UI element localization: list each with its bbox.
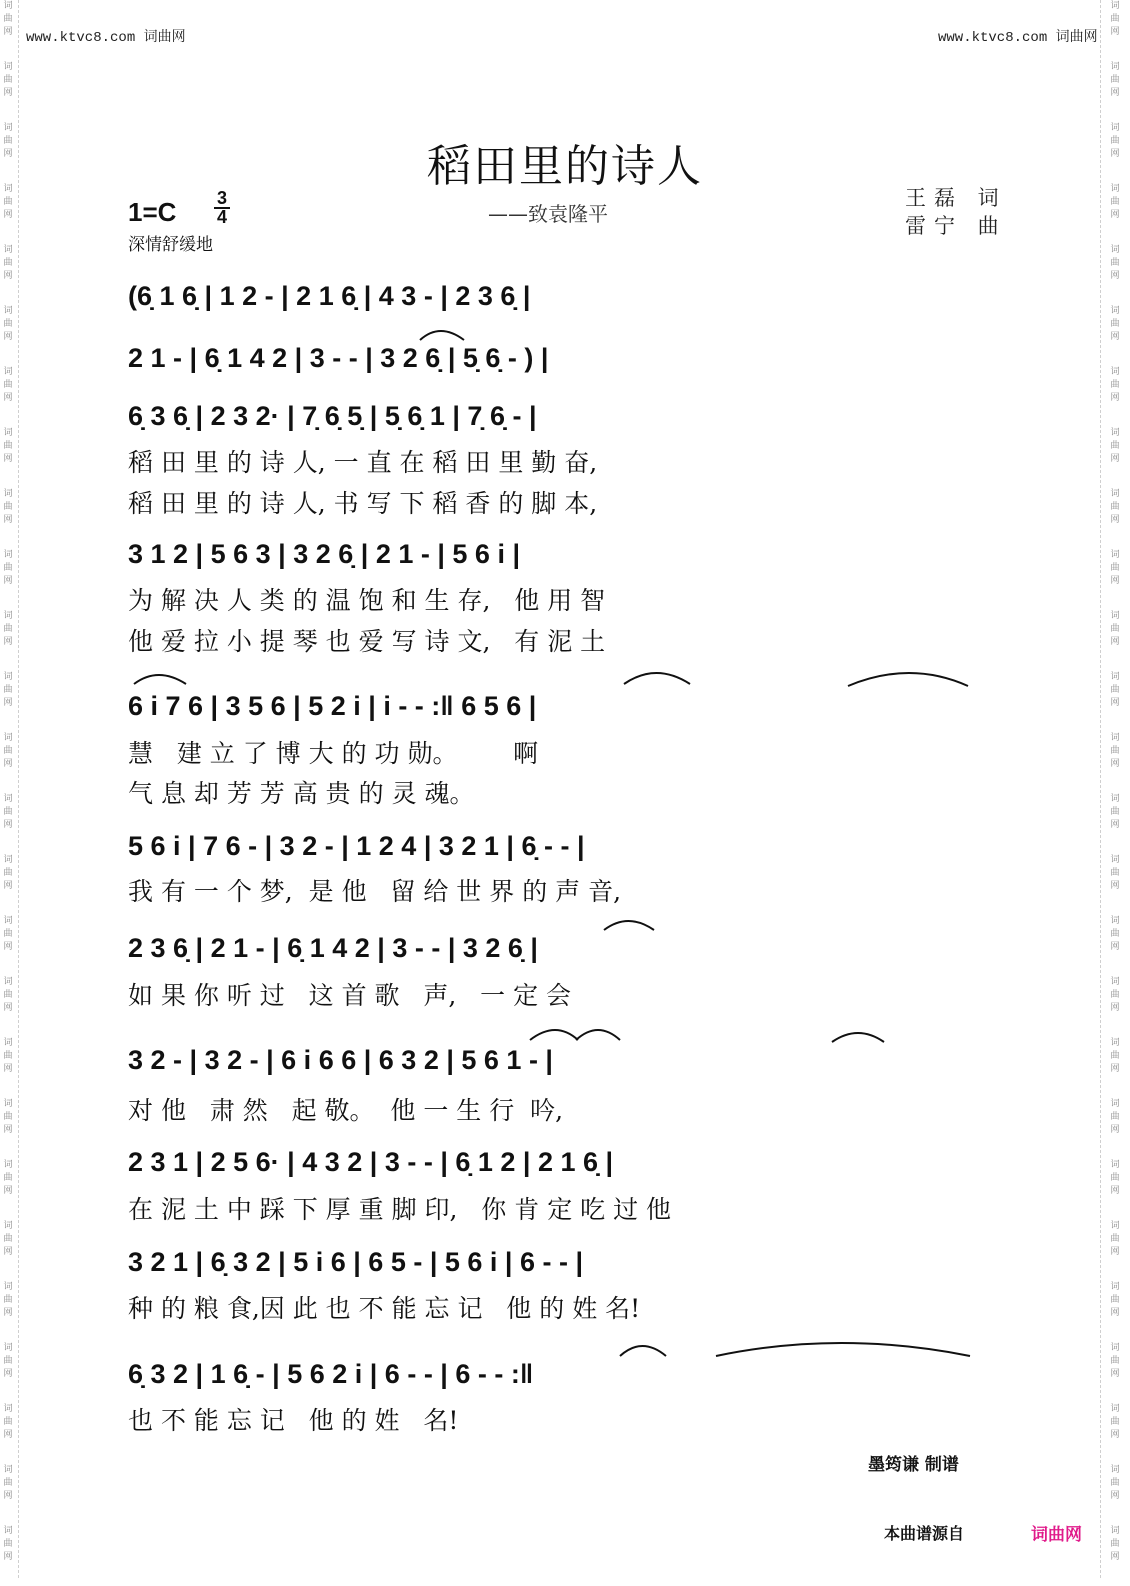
header-left-url[interactable]: www.ktvc8.com 词曲网: [26, 30, 186, 46]
tempo-marking: 深情舒缓地: [128, 235, 213, 255]
lyric-line-5b: 气 息 却 芳 芳 高 贵 的 灵 魂。: [128, 779, 475, 808]
notes-line-11: 6̣ 3 2 | 1 6̣ - | 5 6 2 i | 6 - - | 6 - - :‖: [128, 1358, 534, 1389]
slur-line5-b: [624, 673, 690, 684]
slur-line8-b: [576, 1030, 620, 1040]
lyric-line-8: 对 他 肃 然 起 敬。 他 一 生 行 吟,: [128, 1096, 564, 1125]
source-label: 本曲谱源自: [884, 1524, 965, 1543]
time-signature-top: 3: [216, 188, 227, 208]
song-subtitle: ——致袁隆平: [488, 202, 608, 226]
header-right-url[interactable]: www.ktvc8.com 词曲网: [938, 30, 1098, 46]
composer-credit: 雷宁 曲: [905, 214, 1007, 238]
lyric-line-6: 我 有 一 个 梦, 是 他 留 给 世 界 的 声 音,: [128, 877, 622, 906]
slur-line5-a: [134, 675, 186, 684]
notes-line-1: (6̣ 1 6̣ | 1 2 - | 2 1 6̣ | 4 3 - | 2 3 6̣ |: [128, 280, 531, 311]
lyric-line-3a: 稻 田 里 的 诗 人, 一 直 在 稻 田 里 勤 奋,: [128, 448, 598, 477]
right-margin-line: [1100, 0, 1101, 1578]
source-site-link[interactable]: 词曲网: [1031, 1525, 1082, 1545]
lyricist-credit: 王磊 词: [905, 186, 1007, 210]
slur-line8-a: [530, 1030, 578, 1040]
lyric-line-7: 如 果 你 听 过 这 首 歌 声, 一 定 会: [128, 981, 572, 1010]
notes-line-5: 6 i 7 6 | 3 5 6 | 5 2 i | i - - :‖ 6 5 6 |: [128, 690, 537, 721]
notes-line-3: 6̣ 3 6̣ | 2 3 2· | 7̣ 6̣ 5̣ | 5̣ 6̣ 1 | 7̣ 6̣ - |: [128, 400, 537, 431]
key-signature: 1=C: [128, 197, 177, 227]
left-margin-line: [18, 0, 19, 1578]
lyric-line-11: 也 不 能 忘 记 他 的 姓 名!: [128, 1406, 459, 1435]
notes-line-10: 3 2 1 | 6̣ 3 2 | 5 i 6 | 6 5 - | 5 6 i | 6 - - |: [128, 1246, 584, 1277]
notes-line-4: 3 1 2 | 5 6 3 | 3 2 6̣ | 2 1 - | 5 6 i |: [128, 538, 521, 569]
lyric-line-4a: 为 解 决 人 类 的 温 饱 和 生 存, 他 用 智: [128, 586, 606, 615]
lyric-line-3b: 稻 田 里 的 诗 人, 书 写 下 稻 香 的 脚 本,: [128, 489, 598, 518]
arranger-credit: 墨筠谦 制谱: [868, 1455, 959, 1475]
notes-line-7: 2 3 6̣ | 2 1 - | 6̣ 1 4 2 | 3 - - | 3 2 6̣ |: [128, 932, 538, 963]
notes-line-9: 2 3 1 | 2 5 6· | 4 3 2 | 3 - - | 6̣ 1 2 | 2 1 6̣ |: [128, 1146, 614, 1177]
right-watermark-strip: 词 曲 网 词 曲 网 词 曲 网 词 曲 网 词 曲 网 词 曲 网 词 曲 网 词 曲 网 词 曲 网 词 曲 网 词 曲 网 词 曲 网 词 曲 网 词 曲 网 词 曲 网 词 曲 网 词 曲 网 词 曲 网 词 曲 网 词 曲 网 词 曲 网 词 曲 网 词 曲 网 词 曲 网 词 曲 网 词 曲 网: [1110, 1, 1120, 1562]
lyric-line-9: 在 泥 土 中 踩 下 厚 重 脚 印, 你 肯 定 吃 过 他: [128, 1195, 672, 1224]
time-signature-bottom: 4: [216, 207, 227, 227]
left-watermark-strip: 词 曲 网 词 曲 网 词 曲 网 词 曲 网 词 曲 网 词 曲 网 词 曲 网 词 曲 网 词 曲 网 词 曲 网 词 曲 网 词 曲 网 词 曲 网 词 曲 网 词 曲 网 词 曲 网 词 曲 网 词 曲 网 词 曲 网 词 曲 网 词 曲 网 词 曲 网 词 曲 网 词 曲 网 词 曲 网 词 曲 网: [3, 1, 13, 1562]
slur-line5-c: [848, 673, 968, 686]
lyric-line-5a: 慧 建 立 了 博 大 的 功 勋。 啊: [128, 739, 539, 768]
notes-line-8: 3 2 - | 3 2 - | 6 i 6 6 | 6 3 2 | 5 6 1 - |: [128, 1044, 553, 1075]
notes-line-2: 2 1 - | 6̣ 1 4 2 | 3 - - | 3 2 6̣ | 5̣ 6̣ - ) |: [128, 342, 549, 373]
lyric-line-4b: 他 爱 拉 小 提 琴 也 爱 写 诗 文, 有 泥 土: [128, 627, 606, 656]
song-title: 稻田里的诗人: [427, 141, 703, 192]
lyric-line-10: 种 的 粮 食,因 此 也 不 能 忘 记 他 的 姓 名!: [128, 1294, 641, 1323]
notes-line-6: 5 6 i | 7 6 - | 3 2 - | 1 2 4 | 3 2 1 | 6̣ - - |: [128, 830, 585, 861]
time-signature: [212, 190, 232, 226]
